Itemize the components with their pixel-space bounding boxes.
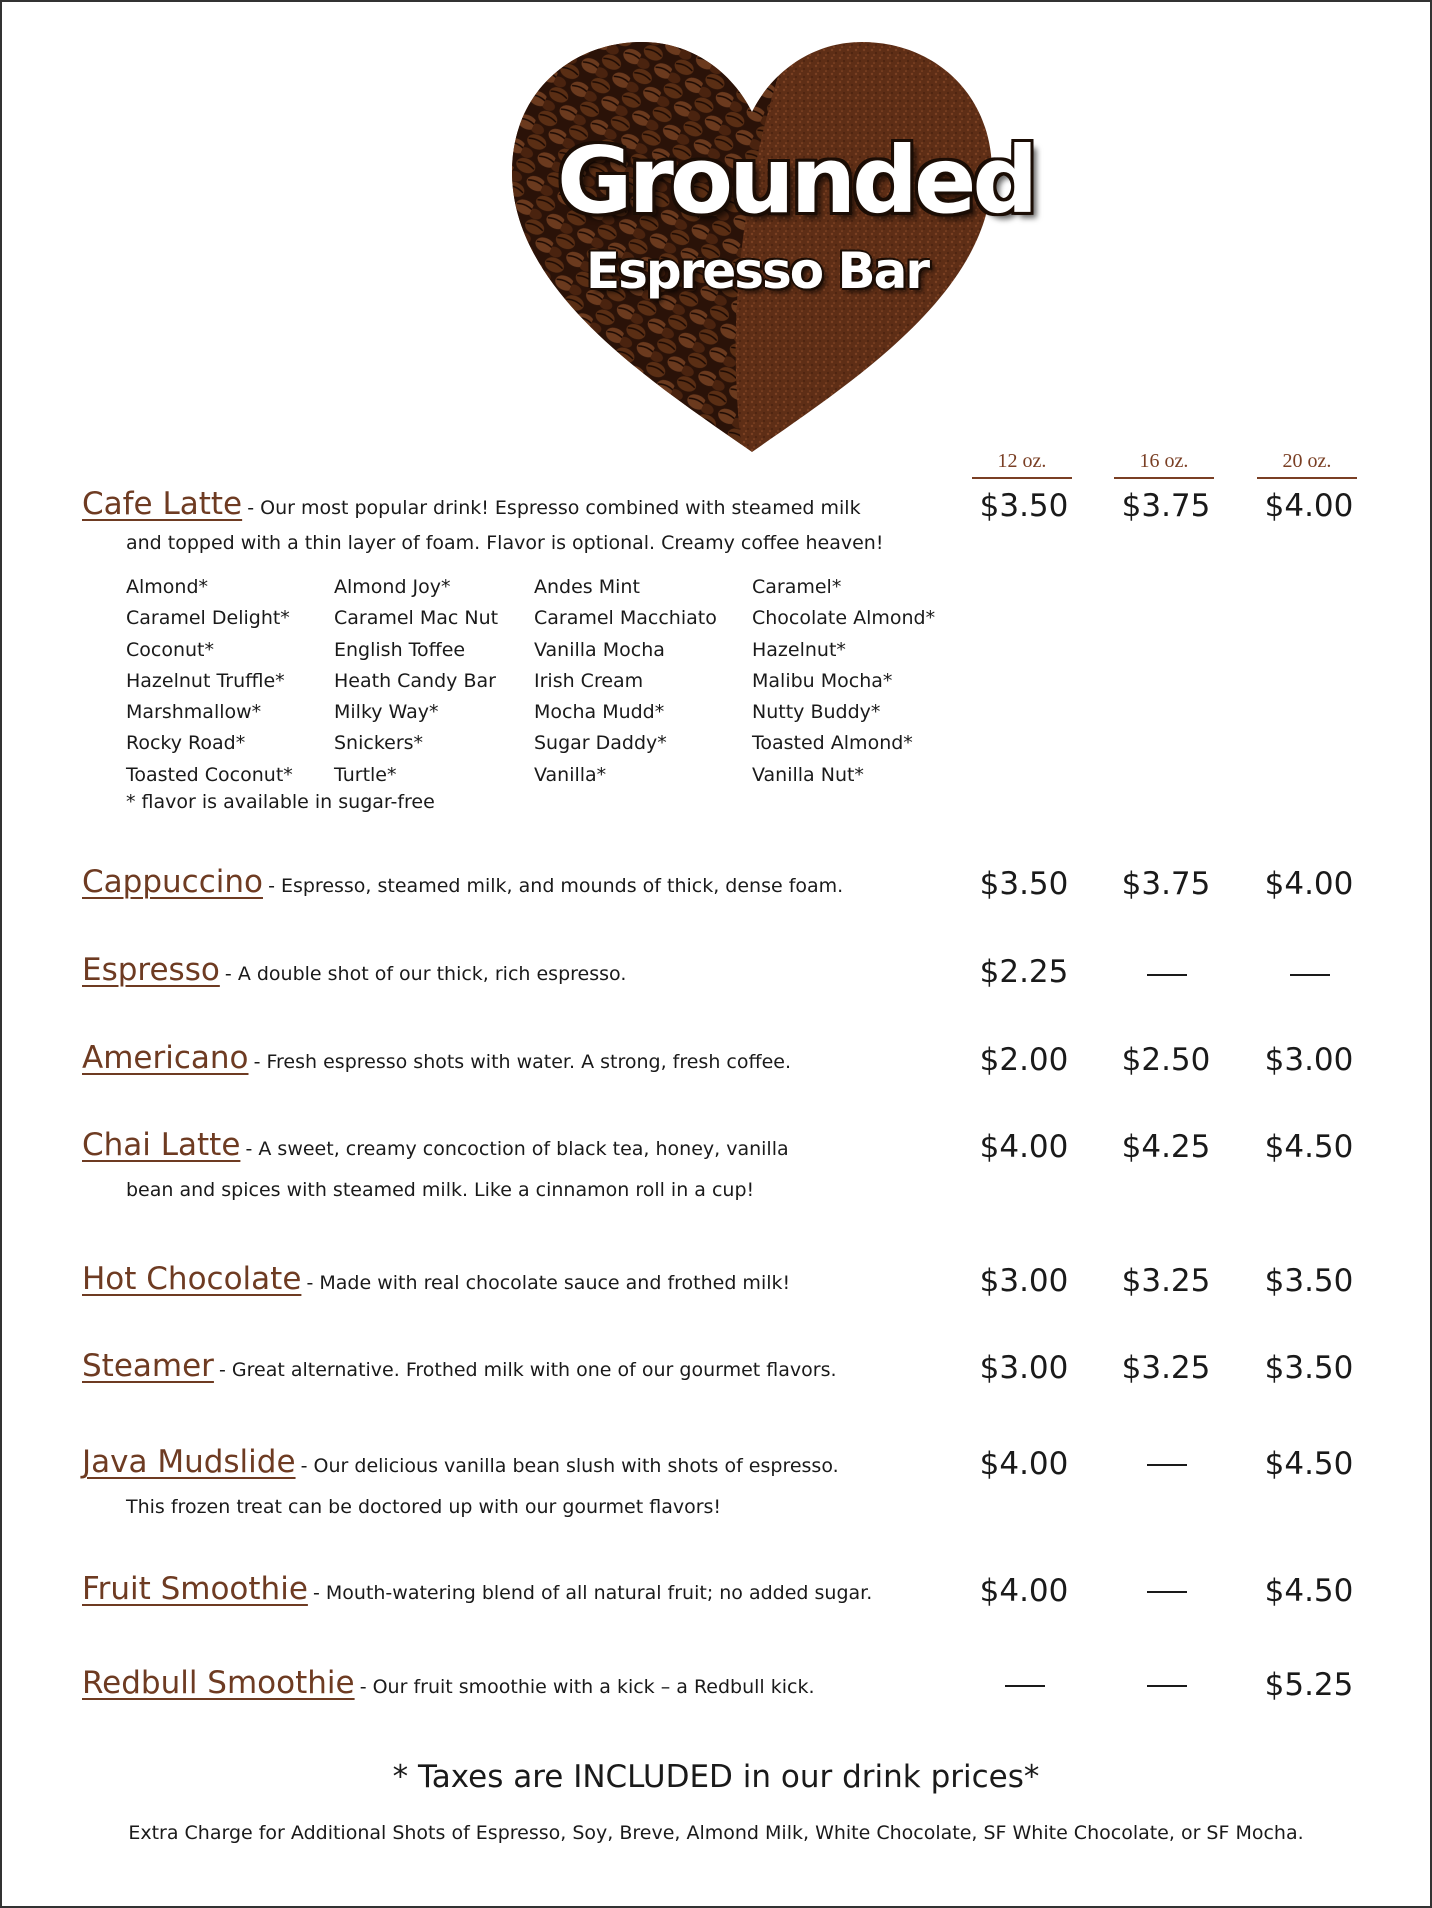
- price-16oz: $3.75: [1121, 488, 1211, 524]
- price-16oz: $3.75: [1121, 866, 1211, 902]
- drink-name: Espresso: [82, 952, 220, 988]
- drink-description: - Great alternative. Frothed milk with one of our gourmet flavors.: [219, 1359, 837, 1381]
- drink-name: Cafe Latte: [82, 486, 243, 522]
- price-12oz: $2.25: [979, 954, 1069, 990]
- price-unavailable-dash: [1290, 974, 1330, 976]
- sugar-free-note: * flavor is available in sugar-free: [126, 791, 435, 813]
- flavor-item: Vanilla Mocha: [534, 638, 665, 661]
- flavor-item: Vanilla*: [534, 763, 607, 786]
- flavor-item: Snickers*: [334, 732, 424, 755]
- drink-name: Hot Chocolate: [82, 1261, 302, 1297]
- price-12oz: $4.00: [979, 1573, 1069, 1609]
- price-16oz: $3.25: [1121, 1263, 1211, 1299]
- flavor-item: Caramel Mac Nut: [334, 607, 499, 630]
- drink-chai-latte: [82, 1127, 789, 1201]
- price-unavailable-dash: [1005, 1685, 1045, 1687]
- drink-description: - Mouth-watering blend of all natural fruit; no added sugar.: [312, 1582, 873, 1604]
- price-12oz: $3.50: [979, 866, 1069, 902]
- drink-description: - Espresso, steamed milk, and mounds of thick, dense foam.: [268, 875, 844, 897]
- price-16oz: $3.25: [1121, 1350, 1211, 1386]
- drink-redbull-smoothie: [82, 1665, 815, 1701]
- flavor-item: Almond*: [126, 576, 209, 598]
- drink-name: Chai Latte: [82, 1127, 241, 1163]
- flavor-item: Hazelnut Truffle*: [126, 669, 285, 692]
- price-20oz: $4.50: [1264, 1446, 1354, 1482]
- flavor-item: Marshmallow*: [126, 701, 262, 724]
- drink-description: - A double shot of our thick, rich espresso.: [224, 963, 627, 985]
- drink-description: - Made with real chocolate sauce and frothed milk!: [306, 1272, 791, 1294]
- drink-name: Redbull Smoothie: [82, 1665, 355, 1701]
- drink-description: - Our most popular drink! Espresso combined with steamed milk: [247, 497, 861, 519]
- price-16oz: $4.25: [1121, 1129, 1211, 1165]
- flavor-column: [752, 572, 982, 791]
- flavor-item: Caramel Delight*: [126, 607, 290, 630]
- drink-name: Steamer: [82, 1348, 214, 1384]
- price-12oz: $3.00: [979, 1263, 1069, 1299]
- drink-fruit-smoothie: [82, 1571, 872, 1607]
- drink-description-cont: This frozen treat can be doctored up with our gourmet flavors!: [126, 1496, 722, 1518]
- drink-hot-chocolate: [82, 1261, 790, 1297]
- flavor-item: Malibu Mocha*: [752, 669, 893, 692]
- drink-java-mudslide: [82, 1444, 839, 1518]
- drink-name: Cappuccino: [82, 864, 263, 900]
- flavor-item: Rocky Road*: [126, 732, 246, 755]
- flavor-column: [534, 572, 764, 791]
- drink-description-cont: and topped with a thin layer of foam. Flavor is optional. Creamy coffee heaven!: [126, 532, 884, 554]
- drink-espresso: [82, 952, 626, 988]
- logo: [502, 32, 1035, 452]
- flavor-item: Irish Cream: [534, 669, 644, 692]
- tax-note: * Taxes are INCLUDED in our drink prices*: [392, 1759, 1040, 1795]
- flavor-item: Milky Way*: [334, 701, 439, 724]
- logo-title: Grounded: [557, 127, 1035, 234]
- price-20oz: $3.00: [1264, 1042, 1354, 1078]
- drink-americano: [82, 1040, 791, 1076]
- drink-description: - Our fruit smoothie with a kick – a Redbull kick.: [359, 1676, 815, 1698]
- price-12oz: $3.50: [979, 488, 1069, 524]
- price-20oz: $5.25: [1264, 1667, 1354, 1703]
- drink-description: - A sweet, creamy concoction of black tea, honey, vanilla: [245, 1138, 789, 1160]
- price-unavailable-dash: [1147, 1464, 1187, 1466]
- flavor-column: [334, 572, 564, 791]
- flavor-item: English Toffee: [334, 638, 466, 661]
- flavor-item: Sugar Daddy*: [534, 732, 667, 755]
- extra-charge-note: Extra Charge for Additional Shots of Espresso, Soy, Breve, Almond Milk, White Chocolate, SF White Chocolate, or SF Mocha.: [128, 1822, 1304, 1844]
- flavor-item: Caramel*: [752, 576, 842, 598]
- price-16oz: $2.50: [1121, 1042, 1211, 1078]
- drink-description: - Fresh espresso shots with water. A strong, fresh coffee.: [253, 1051, 791, 1073]
- price-unavailable-dash: [1147, 974, 1187, 976]
- flavor-item: Almond Joy*: [334, 576, 451, 598]
- flavor-item: Chocolate Almond*: [752, 607, 936, 630]
- flavor-item: Coconut*: [126, 638, 214, 661]
- flavor-item: Heath Candy Bar: [334, 669, 496, 692]
- price-20oz: $4.50: [1264, 1573, 1354, 1609]
- price-12oz: $4.00: [979, 1446, 1069, 1482]
- drink-steamer: [82, 1348, 837, 1384]
- flavor-item: Vanilla Nut*: [752, 763, 864, 786]
- price-20oz: $4.50: [1264, 1129, 1354, 1165]
- size-header-20oz: 20 oz.: [1257, 450, 1357, 473]
- flavor-item: Turtle*: [334, 763, 397, 786]
- drink-name: Java Mudslide: [82, 1444, 296, 1480]
- flavor-item: Andes Mint: [534, 576, 640, 598]
- drink-name: Americano: [82, 1040, 249, 1076]
- size-header-16oz: 16 oz.: [1114, 450, 1214, 473]
- flavor-column: [126, 572, 356, 791]
- price-unavailable-dash: [1147, 1591, 1187, 1593]
- price-20oz: $4.00: [1264, 488, 1354, 524]
- price-12oz: $2.00: [979, 1042, 1069, 1078]
- flavor-item: Caramel Macchiato: [534, 607, 717, 630]
- flavor-item: Mocha Mudd*: [534, 701, 665, 724]
- price-20oz: $3.50: [1264, 1350, 1354, 1386]
- price-20oz: $4.00: [1264, 866, 1354, 902]
- drink-name: Fruit Smoothie: [82, 1571, 308, 1607]
- flavor-item: Toasted Almond*: [752, 732, 913, 755]
- price-12oz: $3.00: [979, 1350, 1069, 1386]
- logo-subtitle: Espresso Bar: [585, 242, 929, 300]
- price-unavailable-dash: [1147, 1685, 1187, 1687]
- flavor-item: Nutty Buddy*: [752, 701, 881, 724]
- price-12oz: $4.00: [979, 1129, 1069, 1165]
- drink-description: - Our delicious vanilla bean slush with shots of espresso.: [300, 1455, 839, 1477]
- price-20oz: $3.50: [1264, 1263, 1354, 1299]
- flavor-item: Toasted Coconut*: [126, 763, 293, 786]
- size-header-12oz: 12 oz.: [972, 450, 1072, 473]
- drink-cappuccino: [82, 864, 843, 900]
- drink-description-cont: bean and spices with steamed milk. Like a cinnamon roll in a cup!: [126, 1179, 755, 1201]
- drink-cafe-latte: [82, 486, 883, 554]
- flavor-item: Hazelnut*: [752, 638, 846, 661]
